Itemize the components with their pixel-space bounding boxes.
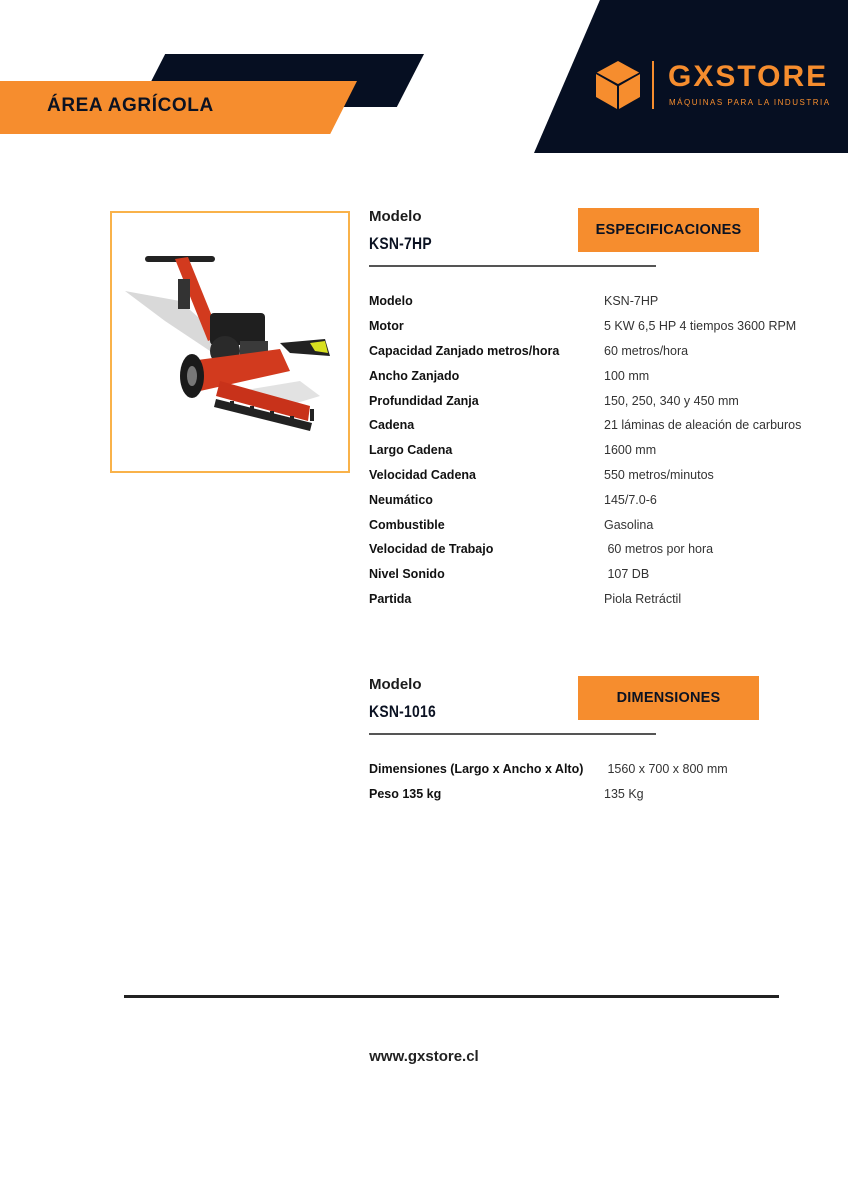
trencher-machine-icon <box>120 231 342 453</box>
website-link[interactable]: www.gxstore.cl <box>369 1048 479 1065</box>
spec-key: Capacidad Zanjado metros/hora <box>369 343 560 358</box>
spec-value: 100 mm <box>604 368 650 383</box>
spec-key: Combustible <box>369 517 445 532</box>
spec-row <box>369 587 839 612</box>
spec-key: Nivel Sonido <box>369 567 445 582</box>
category-title: ÁREA AGRÍCOLA <box>47 95 214 116</box>
spec-row <box>369 413 839 438</box>
spec-key: Motor <box>369 319 404 334</box>
spec-value: 150, 250, 340 y 450 mm <box>604 393 739 408</box>
spec-row <box>369 487 839 512</box>
spec-value: Gasolina <box>604 517 654 532</box>
spec-row <box>369 289 839 314</box>
dimensions-tag: DIMENSIONES <box>578 676 759 720</box>
dimensions-table <box>369 757 839 807</box>
spec-key: Cadena <box>369 418 415 433</box>
spec-value: 60 metros/hora <box>604 343 689 358</box>
specifications-table <box>369 289 839 611</box>
dim-value: 135 Kg <box>604 787 644 802</box>
spec-value: Piola Retráctil <box>604 591 682 606</box>
spec-model-code: KSN-7HP <box>369 234 432 253</box>
dim-divider <box>369 733 656 735</box>
spec-key: Modelo <box>369 294 413 309</box>
footer-divider <box>124 995 779 998</box>
spec-row <box>369 512 839 537</box>
spec-value: 145/7.0-6 <box>604 492 657 507</box>
spec-key: Velocidad de Trabajo <box>369 542 494 557</box>
spec-model-label: Modelo <box>369 208 422 225</box>
cube-icon <box>595 60 641 110</box>
spec-key: Largo Cadena <box>369 443 453 458</box>
spec-row <box>369 438 839 463</box>
spec-value: 107 DB <box>604 567 650 582</box>
spec-row <box>369 339 839 364</box>
product-image <box>110 211 350 473</box>
dim-model-label: Modelo <box>369 676 422 693</box>
spec-row <box>369 463 839 488</box>
spec-value: 550 metros/minutos <box>604 467 714 482</box>
logo-divider <box>652 61 654 109</box>
brand-tagline: MÁQUINAS PARA LA INDUSTRIA <box>669 98 831 107</box>
spec-divider <box>369 265 656 267</box>
spec-value: 60 metros por hora <box>604 542 714 557</box>
dim-value: 1560 x 700 x 800 mm <box>604 762 728 777</box>
dim-row <box>369 757 839 782</box>
spec-row <box>369 314 839 339</box>
spec-key: Ancho Zanjado <box>369 368 460 383</box>
spec-value: 5 KW 6,5 HP 4 tiempos 3600 RPM <box>604 319 797 334</box>
spec-value: 21 láminas de aleación de carburos <box>604 418 802 433</box>
spec-row <box>369 363 839 388</box>
spec-key: Velocidad Cadena <box>369 467 476 482</box>
spec-key: Neumático <box>369 492 433 507</box>
spec-row <box>369 537 839 562</box>
dim-key: Dimensiones (Largo x Ancho x Alto) <box>369 762 584 777</box>
spec-row <box>369 388 839 413</box>
brand-name: GXSTORE <box>668 60 829 93</box>
dim-key: Peso 135 kg <box>369 787 442 802</box>
spec-row <box>369 562 839 587</box>
spec-value: KSN-7HP <box>604 294 659 309</box>
dim-model-code: KSN-1016 <box>369 702 437 721</box>
spec-key: Partida <box>369 591 412 606</box>
dim-row <box>369 782 839 807</box>
specifications-tag: ESPECIFICACIONES <box>578 208 759 252</box>
spec-key: Profundidad Zanja <box>369 393 479 408</box>
spec-value: 1600 mm <box>604 443 657 458</box>
